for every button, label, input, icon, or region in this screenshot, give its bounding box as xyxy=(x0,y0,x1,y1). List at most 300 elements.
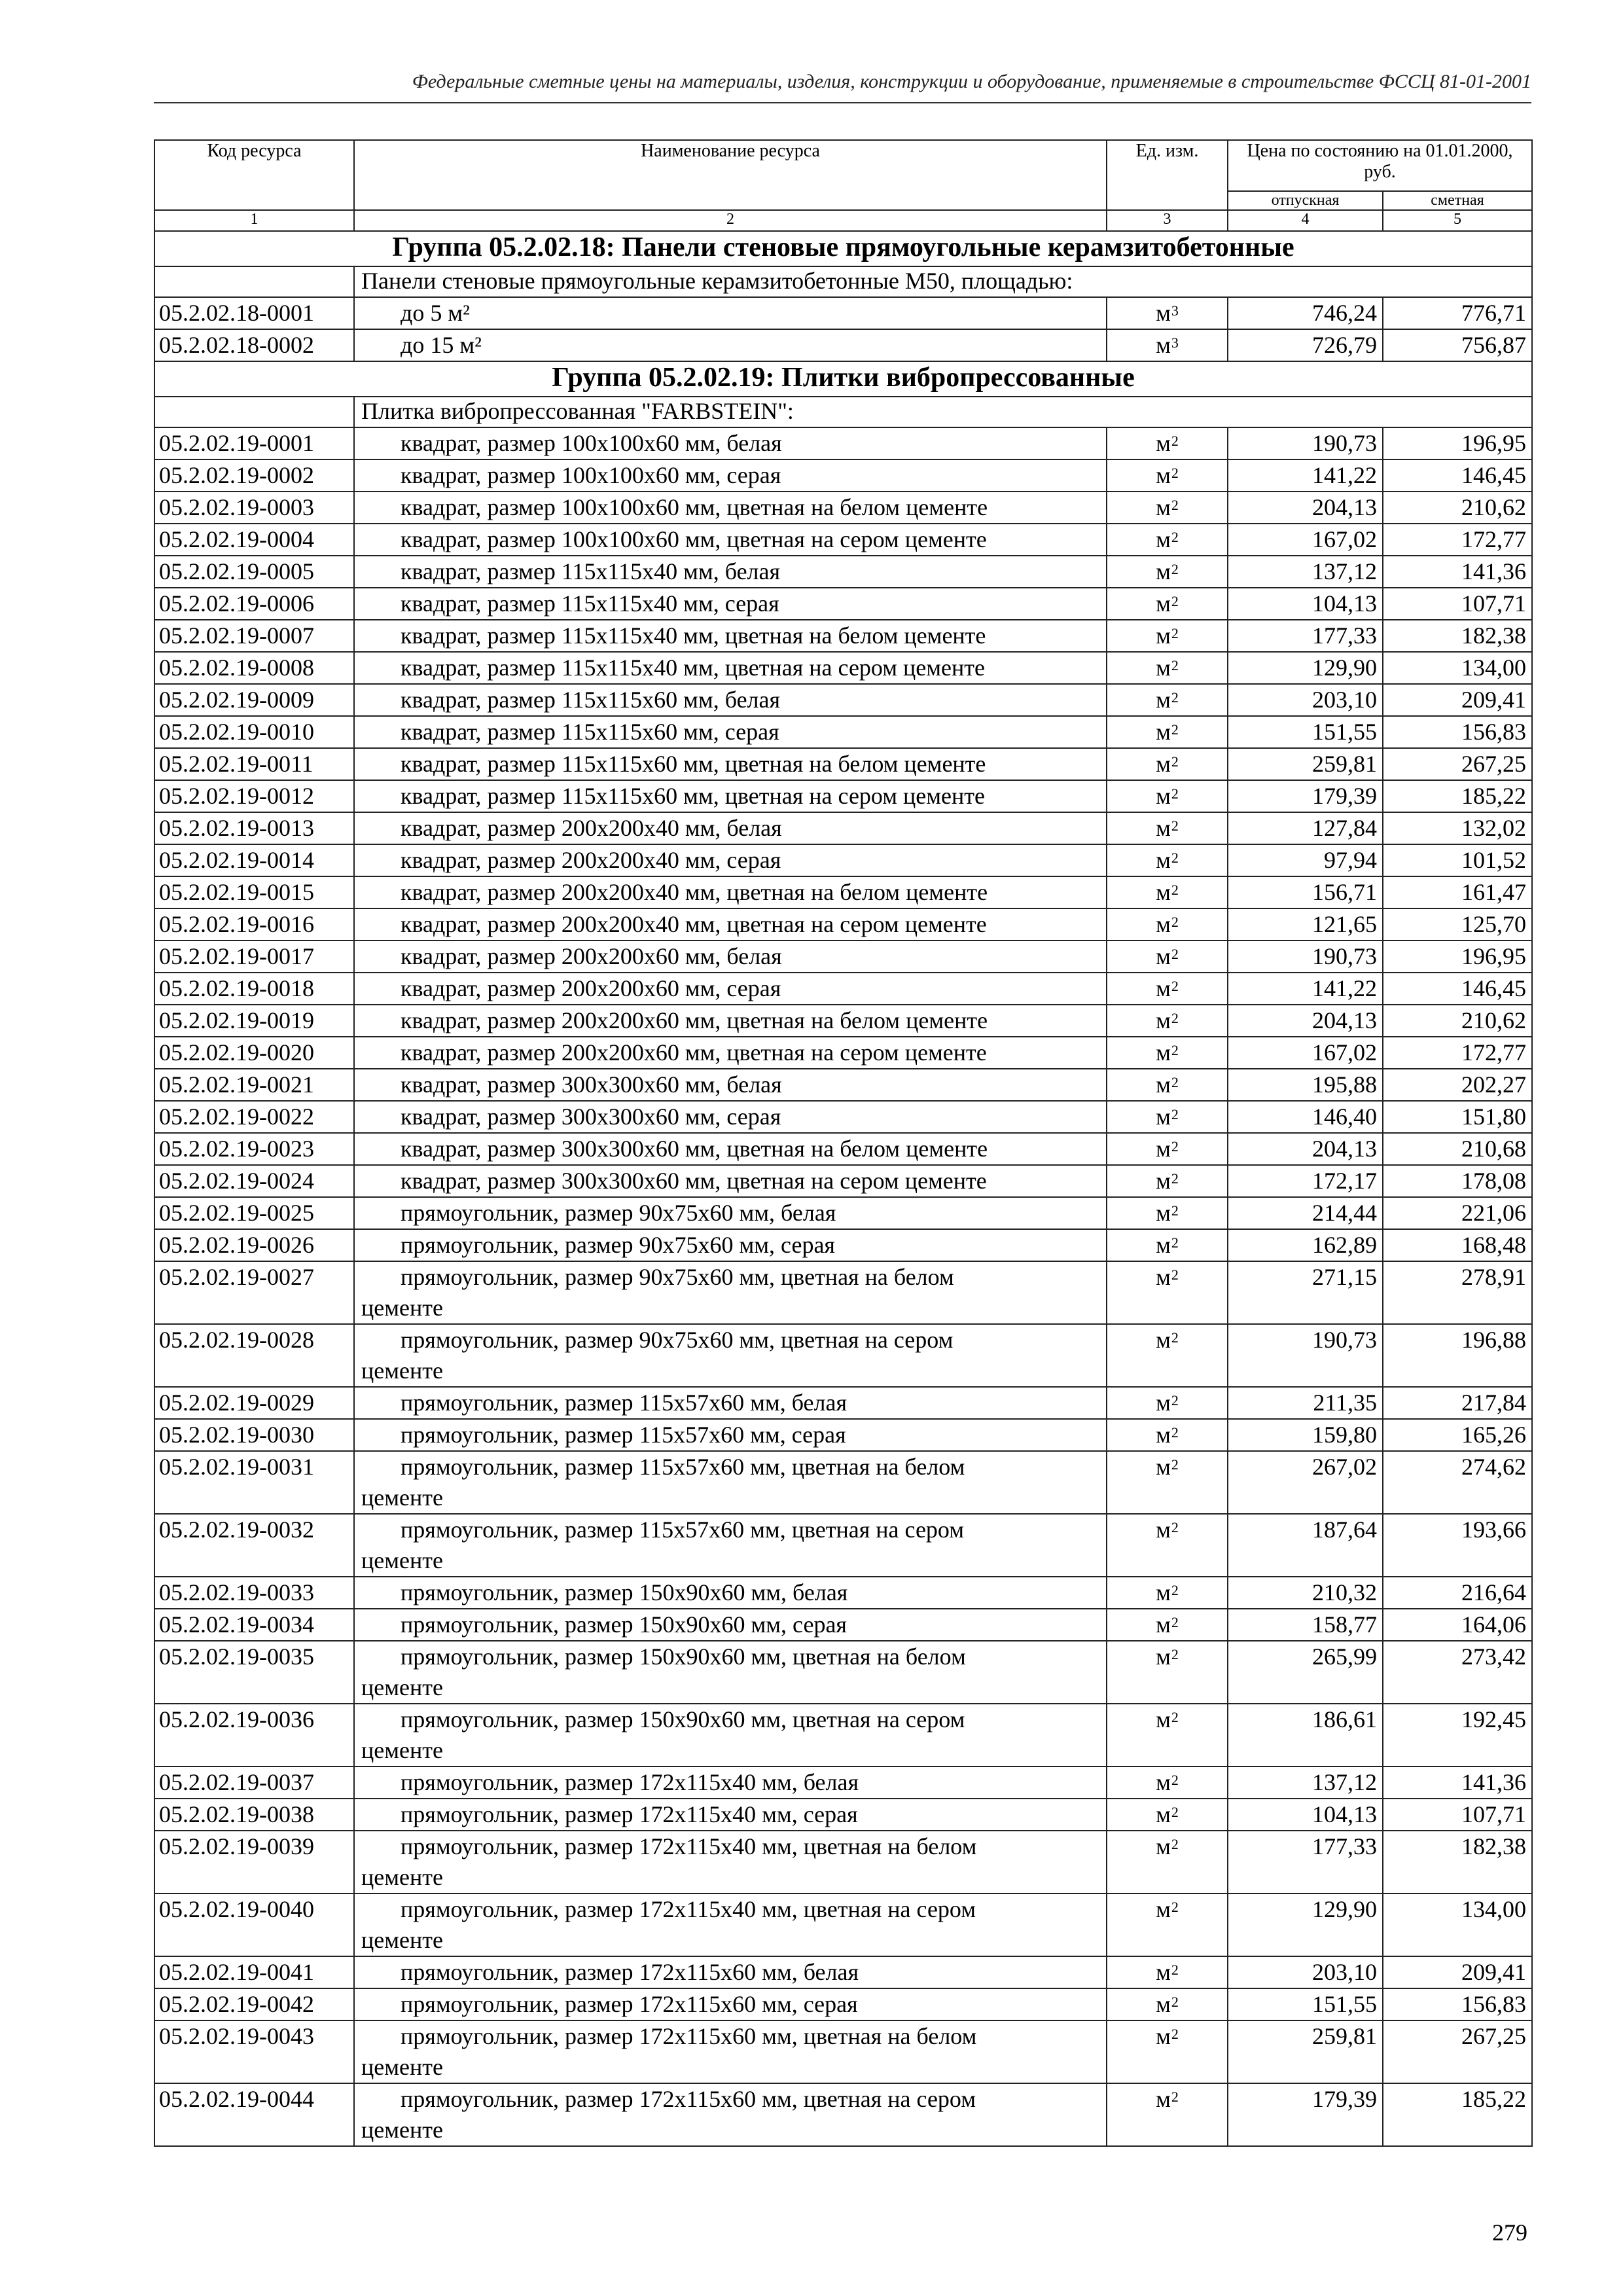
unit-exponent: 2 xyxy=(1171,1899,1179,1915)
resource-name xyxy=(354,2020,1107,2083)
resource-name xyxy=(354,1069,1107,1101)
resource-name xyxy=(354,1101,1107,1133)
group-title-row xyxy=(154,361,1532,397)
resource-code: 05.2.02.19-0024 xyxy=(154,1165,354,1197)
resource-name xyxy=(354,620,1107,652)
table-row xyxy=(154,297,1532,329)
unit xyxy=(1107,297,1228,329)
resource-code: 05.2.02.19-0027 xyxy=(154,1261,354,1324)
release-price: 203,10 xyxy=(1228,684,1383,716)
unit xyxy=(1107,1419,1228,1451)
unit xyxy=(1107,1451,1228,1514)
estimate-price: 134,00 xyxy=(1383,652,1532,684)
estimate-price: 156,83 xyxy=(1383,716,1532,748)
col-header-code: Код ресурса xyxy=(154,140,354,210)
unit-base: м xyxy=(1156,1991,1171,2017)
estimate-price: 125,70 xyxy=(1383,908,1532,941)
table-row xyxy=(154,1799,1532,1831)
resource-code: 05.2.02.19-0039 xyxy=(154,1831,354,1893)
estimate-price: 146,45 xyxy=(1383,459,1532,492)
resource-name-text: прямоугольник, размер 150х90х60 мм, белая xyxy=(401,1579,848,1605)
resource-name xyxy=(354,1641,1107,1704)
estimate-price: 141,36 xyxy=(1383,1767,1532,1799)
resource-name-continuation: цементе xyxy=(361,1484,443,1511)
estimate-price: 756,87 xyxy=(1383,329,1532,361)
resource-name xyxy=(354,1767,1107,1799)
resource-name-text: прямоугольник, размер 172х115х40 мм, цветная на сером xyxy=(401,1896,976,1922)
unit xyxy=(1107,1799,1228,1831)
release-price: 97,94 xyxy=(1228,844,1383,876)
resource-name-text: прямоугольник, размер 115х57х60 мм, серая xyxy=(401,1422,846,1448)
unit xyxy=(1107,1069,1228,1101)
unit-exponent: 2 xyxy=(1171,1170,1179,1187)
table-row xyxy=(154,1069,1532,1101)
unit-exponent: 2 xyxy=(1171,1266,1179,1283)
estimate-price: 216,64 xyxy=(1383,1577,1532,1609)
table-row xyxy=(154,1956,1532,1988)
unit xyxy=(1107,908,1228,941)
release-price: 214,44 xyxy=(1228,1197,1383,1229)
table-row xyxy=(154,427,1532,459)
unit-base: м xyxy=(1156,1769,1171,1795)
estimate-price: 196,88 xyxy=(1383,1324,1532,1387)
release-price: 162,89 xyxy=(1228,1229,1383,1261)
resource-name-text: до 15 м² xyxy=(401,332,482,358)
resource-name xyxy=(354,1956,1107,1988)
resource-name-text: квадрат, размер 115х115х40 мм, цветная на сером цементе xyxy=(401,655,986,681)
table-row xyxy=(154,588,1532,620)
unit xyxy=(1107,684,1228,716)
table-row xyxy=(154,684,1532,716)
resource-code: 05.2.02.19-0034 xyxy=(154,1609,354,1641)
unit-exponent: 2 xyxy=(1171,1424,1179,1441)
unit-base: м xyxy=(1156,1232,1171,1258)
unit xyxy=(1107,1704,1228,1767)
estimate-price: 182,38 xyxy=(1383,620,1532,652)
unit xyxy=(1107,620,1228,652)
unit-exponent: 2 xyxy=(1171,1646,1179,1662)
estimate-price: 273,42 xyxy=(1383,1641,1532,1704)
table-row xyxy=(154,908,1532,941)
unit xyxy=(1107,524,1228,556)
resource-name xyxy=(354,973,1107,1005)
resource-code: 05.2.02.19-0036 xyxy=(154,1704,354,1767)
unit xyxy=(1107,1831,1228,1893)
group-title: Группа 05.2.02.18: Панели стеновые прямоугольные керамзитобетонные xyxy=(154,231,1532,266)
resource-code: 05.2.02.19-0044 xyxy=(154,2083,354,2146)
unit-exponent: 2 xyxy=(1171,529,1179,545)
table-row xyxy=(154,748,1532,780)
unit-exponent: 2 xyxy=(1171,817,1179,834)
resource-name-text: квадрат, размер 115х115х60 мм, цветная на белом цементе xyxy=(401,751,986,777)
unit-base: м xyxy=(1156,1136,1171,1162)
unit-exponent: 2 xyxy=(1171,433,1179,449)
unit-exponent: 2 xyxy=(1171,882,1179,898)
unit-exponent: 2 xyxy=(1171,497,1179,513)
estimate-price: 185,22 xyxy=(1383,2083,1532,2146)
resource-code: 05.2.02.19-0006 xyxy=(154,588,354,620)
unit-base: м xyxy=(1156,622,1171,649)
unit-base: м xyxy=(1156,1706,1171,1732)
unit-base: м xyxy=(1156,1422,1171,1448)
unit xyxy=(1107,1893,1228,1956)
resource-code: 05.2.02.19-0021 xyxy=(154,1069,354,1101)
resource-code: 05.2.02.19-0009 xyxy=(154,684,354,716)
release-price: 151,55 xyxy=(1228,716,1383,748)
resource-code: 05.2.02.19-0035 xyxy=(154,1641,354,1704)
resource-name xyxy=(354,1324,1107,1387)
resource-name xyxy=(354,1704,1107,1767)
release-price: 267,02 xyxy=(1228,1451,1383,1514)
unit-exponent: 2 xyxy=(1171,1772,1179,1788)
resource-name xyxy=(354,1387,1107,1419)
release-price: 179,39 xyxy=(1228,2083,1383,2146)
table-row xyxy=(154,1514,1532,1577)
table-row xyxy=(154,1387,1532,1419)
resource-name-text: квадрат, размер 115х115х40 мм, серая xyxy=(401,590,779,617)
group-title: Группа 05.2.02.19: Плитки вибропрессованные xyxy=(154,361,1532,397)
release-price: 726,79 xyxy=(1228,329,1383,361)
resource-name-text: прямоугольник, размер 172х115х40 мм, серая xyxy=(401,1801,858,1827)
unit xyxy=(1107,1197,1228,1229)
unit-exponent: 2 xyxy=(1171,1138,1179,1155)
unit xyxy=(1107,716,1228,748)
resource-code: 05.2.02.19-0002 xyxy=(154,459,354,492)
unit xyxy=(1107,1037,1228,1069)
unit-base: м xyxy=(1156,2086,1171,2112)
estimate-price: 164,06 xyxy=(1383,1609,1532,1641)
unit xyxy=(1107,2020,1228,2083)
resource-name xyxy=(354,780,1107,812)
group-subtitle: Панели стеновые прямоугольные керамзитобетонные М50, площадью: xyxy=(354,266,1532,297)
table-body xyxy=(154,231,1532,2146)
estimate-price: 165,26 xyxy=(1383,1419,1532,1451)
resource-name xyxy=(354,556,1107,588)
resource-name xyxy=(354,684,1107,716)
unit-base: м xyxy=(1156,1801,1171,1827)
resource-name-text: квадрат, размер 200х200х40 мм, цветная на сером цементе xyxy=(401,911,987,937)
release-price: 204,13 xyxy=(1228,1005,1383,1037)
table-row xyxy=(154,459,1532,492)
unit-exponent: 2 xyxy=(1171,561,1179,577)
resource-name-continuation: цементе xyxy=(361,1737,443,1763)
release-price: 210,32 xyxy=(1228,1577,1383,1609)
unit xyxy=(1107,1229,1228,1261)
unit-base: м xyxy=(1156,1454,1171,1480)
unit-base: м xyxy=(1156,558,1171,584)
resource-code: 05.2.02.19-0008 xyxy=(154,652,354,684)
resource-name-text: квадрат, размер 115х115х40 мм, цветная на белом цементе xyxy=(401,622,986,649)
release-price: 141,22 xyxy=(1228,973,1383,1005)
unit xyxy=(1107,329,1228,361)
resource-name xyxy=(354,1893,1107,1956)
resource-name xyxy=(354,844,1107,876)
table-row xyxy=(154,941,1532,973)
resource-code: 05.2.02.19-0007 xyxy=(154,620,354,652)
unit-base: м xyxy=(1156,2023,1171,2049)
unit-exponent: 2 xyxy=(1171,978,1179,994)
unit-exponent: 2 xyxy=(1171,465,1179,481)
resource-name-text: квадрат, размер 100х100х60 мм, цветная на белом цементе xyxy=(401,494,988,520)
resource-code: 05.2.02.19-0023 xyxy=(154,1133,354,1165)
resource-code: 05.2.02.19-0018 xyxy=(154,973,354,1005)
estimate-price: 209,41 xyxy=(1383,1956,1532,1988)
empty-cell xyxy=(154,397,354,427)
resource-code: 05.2.02.19-0019 xyxy=(154,1005,354,1037)
table-row xyxy=(154,2083,1532,2146)
unit-base: м xyxy=(1156,847,1171,873)
table-row xyxy=(154,1451,1532,1514)
column-number: 2 xyxy=(354,210,1107,231)
resource-code: 05.2.02.18-0002 xyxy=(154,329,354,361)
resource-name-text: квадрат, размер 200х200х60 мм, цветная на сером цементе xyxy=(401,1039,987,1066)
release-price: 211,35 xyxy=(1228,1387,1383,1419)
release-price: 259,81 xyxy=(1228,748,1383,780)
unit-exponent: 2 xyxy=(1171,1042,1179,1058)
resource-name-text: квадрат, размер 300х300х60 мм, белая xyxy=(401,1071,782,1098)
unit xyxy=(1107,748,1228,780)
unit xyxy=(1107,941,1228,973)
unit-exponent: 2 xyxy=(1171,1106,1179,1122)
column-numbers-row xyxy=(154,210,1532,231)
resource-name-text: прямоугольник, размер 150х90х60 мм, цветная на сером xyxy=(401,1706,965,1732)
estimate-price: 107,71 xyxy=(1383,1799,1532,1831)
price-table xyxy=(154,139,1533,2147)
release-price: 186,61 xyxy=(1228,1704,1383,1767)
unit xyxy=(1107,1609,1228,1641)
table-row xyxy=(154,492,1532,524)
table-row xyxy=(154,1609,1532,1641)
resource-name-text: прямоугольник, размер 172х115х60 мм, цветная на белом xyxy=(401,2023,977,2049)
estimate-price: 101,52 xyxy=(1383,844,1532,876)
unit-exponent: 2 xyxy=(1171,1202,1179,1219)
release-price: 129,90 xyxy=(1228,1893,1383,1956)
resource-name xyxy=(354,588,1107,620)
group-title-row xyxy=(154,231,1532,266)
release-price: 172,17 xyxy=(1228,1165,1383,1197)
resource-name xyxy=(354,329,1107,361)
estimate-price: 278,91 xyxy=(1383,1261,1532,1324)
resource-name-text: прямоугольник, размер 90х75х60 мм, цветная на сером xyxy=(401,1327,954,1353)
unit-base: м xyxy=(1156,462,1171,488)
resource-name xyxy=(354,492,1107,524)
resource-name xyxy=(354,1831,1107,1893)
resource-code: 05.2.02.19-0012 xyxy=(154,780,354,812)
resource-code: 05.2.02.19-0029 xyxy=(154,1387,354,1419)
unit-base: м xyxy=(1156,1039,1171,1066)
unit-base: м xyxy=(1156,1168,1171,1194)
unit-base: м xyxy=(1156,815,1171,841)
table-row xyxy=(154,2020,1532,2083)
table-row xyxy=(154,780,1532,812)
unit xyxy=(1107,427,1228,459)
release-price: 141,22 xyxy=(1228,459,1383,492)
unit-base: м xyxy=(1156,719,1171,745)
resource-name-text: прямоугольник, размер 90х75х60 мм, серая xyxy=(401,1232,835,1258)
unit-exponent: 2 xyxy=(1171,721,1179,738)
resource-name-text: квадрат, размер 100х100х60 мм, серая xyxy=(401,462,781,488)
table-row xyxy=(154,556,1532,588)
resource-name xyxy=(354,1577,1107,1609)
estimate-price: 192,45 xyxy=(1383,1704,1532,1767)
resource-name-text: прямоугольник, размер 172х115х60 мм, цветная на сером xyxy=(401,2086,976,2112)
unit xyxy=(1107,973,1228,1005)
release-price: 137,12 xyxy=(1228,1767,1383,1799)
resource-name xyxy=(354,1229,1107,1261)
estimate-price: 156,83 xyxy=(1383,1988,1532,2020)
col-header-release: отпускная xyxy=(1228,191,1383,210)
unit-base: м xyxy=(1156,590,1171,617)
resource-name xyxy=(354,1197,1107,1229)
unit xyxy=(1107,1514,1228,1577)
resource-code: 05.2.02.19-0040 xyxy=(154,1893,354,1956)
table-row xyxy=(154,329,1532,361)
resource-name xyxy=(354,524,1107,556)
table-row xyxy=(154,1641,1532,1704)
unit-exponent: 2 xyxy=(1171,1392,1179,1408)
column-number: 1 xyxy=(154,210,354,231)
unit-base: м xyxy=(1156,1264,1171,1290)
resource-name xyxy=(354,1451,1107,1514)
unit-base: м xyxy=(1156,687,1171,713)
resource-name xyxy=(354,1609,1107,1641)
table-row xyxy=(154,1005,1532,1037)
unit-exponent: 2 xyxy=(1171,1582,1179,1598)
unit xyxy=(1107,1577,1228,1609)
release-price: 137,12 xyxy=(1228,556,1383,588)
resource-code: 05.2.02.19-0011 xyxy=(154,748,354,780)
group-subtitle-row xyxy=(154,266,1532,297)
resource-code: 05.2.02.19-0016 xyxy=(154,908,354,941)
table-row xyxy=(154,1165,1532,1197)
unit-base: м xyxy=(1156,1579,1171,1605)
resource-name-text: квадрат, размер 115х115х60 мм, серая xyxy=(401,719,779,745)
table-row xyxy=(154,1831,1532,1893)
unit-exponent: 2 xyxy=(1171,1804,1179,1820)
release-price: 104,13 xyxy=(1228,1799,1383,1831)
release-price: 259,81 xyxy=(1228,2020,1383,2083)
unit-exponent: 2 xyxy=(1171,657,1179,673)
table-row xyxy=(154,1767,1532,1799)
resource-code: 05.2.02.19-0020 xyxy=(154,1037,354,1069)
unit xyxy=(1107,2083,1228,2146)
table-row xyxy=(154,876,1532,908)
release-price: 746,24 xyxy=(1228,297,1383,329)
resource-name-text: квадрат, размер 115х115х60 мм, цветная на сером цементе xyxy=(401,783,986,809)
unit-exponent: 2 xyxy=(1171,1010,1179,1026)
unit-base: м xyxy=(1156,1643,1171,1670)
release-price: 265,99 xyxy=(1228,1641,1383,1704)
release-price: 129,90 xyxy=(1228,652,1383,684)
unit xyxy=(1107,1261,1228,1324)
unit xyxy=(1107,1956,1228,1988)
unit-exponent: 2 xyxy=(1171,1456,1179,1473)
unit-exponent: 2 xyxy=(1171,753,1179,770)
unit-base: м xyxy=(1156,943,1171,969)
table-row xyxy=(154,844,1532,876)
estimate-price: 776,71 xyxy=(1383,297,1532,329)
estimate-price: 151,80 xyxy=(1383,1101,1532,1133)
table-row xyxy=(154,1101,1532,1133)
resource-name-text: прямоугольник, размер 90х75х60 мм, цветная на белом xyxy=(401,1264,954,1290)
unit xyxy=(1107,812,1228,844)
release-price: 204,13 xyxy=(1228,1133,1383,1165)
resource-name-continuation: цементе xyxy=(361,1927,443,1953)
resource-name xyxy=(354,1261,1107,1324)
resource-name-text: прямоугольник, размер 90х75х60 мм, белая xyxy=(401,1200,836,1226)
resource-name-text: квадрат, размер 100х100х60 мм, белая xyxy=(401,430,782,456)
unit-base: м xyxy=(1156,332,1171,358)
release-price: 177,33 xyxy=(1228,1831,1383,1893)
release-price: 127,84 xyxy=(1228,812,1383,844)
resource-code: 05.2.02.19-0017 xyxy=(154,941,354,973)
unit-exponent: 2 xyxy=(1171,625,1179,641)
resource-name xyxy=(354,1133,1107,1165)
unit xyxy=(1107,1324,1228,1387)
release-price: 195,88 xyxy=(1228,1069,1383,1101)
resource-name xyxy=(354,748,1107,780)
resource-code: 05.2.02.19-0003 xyxy=(154,492,354,524)
resource-name-text: прямоугольник, размер 172х115х60 мм, белая xyxy=(401,1959,859,1985)
resource-name xyxy=(354,652,1107,684)
column-number: 5 xyxy=(1383,210,1532,231)
unit-exponent: 2 xyxy=(1171,1709,1179,1725)
estimate-price: 185,22 xyxy=(1383,780,1532,812)
page-number: 279 xyxy=(1492,2219,1527,2246)
unit-base: м xyxy=(1156,300,1171,326)
resource-name-continuation: цементе xyxy=(361,1547,443,1573)
estimate-price: 221,06 xyxy=(1383,1197,1532,1229)
unit-base: м xyxy=(1156,1833,1171,1859)
col-header-estimate: сметная xyxy=(1383,191,1532,210)
resource-name-text: квадрат, размер 200х200х40 мм, белая xyxy=(401,815,782,841)
table-row xyxy=(154,1197,1532,1229)
resource-name-continuation: цементе xyxy=(361,2054,443,2080)
table-row xyxy=(154,1229,1532,1261)
resource-name xyxy=(354,1419,1107,1451)
estimate-price: 274,62 xyxy=(1383,1451,1532,1514)
resource-code: 05.2.02.19-0033 xyxy=(154,1577,354,1609)
estimate-price: 134,00 xyxy=(1383,1893,1532,1956)
unit-exponent: 2 xyxy=(1171,1836,1179,1852)
estimate-price: 161,47 xyxy=(1383,876,1532,908)
table-row xyxy=(154,524,1532,556)
resource-code: 05.2.02.19-0038 xyxy=(154,1799,354,1831)
group-subtitle-row xyxy=(154,397,1532,427)
release-price: 167,02 xyxy=(1228,524,1383,556)
unit-exponent: 2 xyxy=(1171,785,1179,802)
release-price: 179,39 xyxy=(1228,780,1383,812)
unit xyxy=(1107,1165,1228,1197)
col-header-price: Цена по состоянию на 01.01.2000, руб. xyxy=(1228,140,1532,191)
unit-base: м xyxy=(1156,494,1171,520)
resource-code: 05.2.02.19-0004 xyxy=(154,524,354,556)
estimate-price: 210,62 xyxy=(1383,492,1532,524)
release-price: 177,33 xyxy=(1228,620,1383,652)
estimate-price: 168,48 xyxy=(1383,1229,1532,1261)
resource-name-text: квадрат, размер 300х300х60 мм, цветная на белом цементе xyxy=(401,1136,988,1162)
release-price: 159,80 xyxy=(1228,1419,1383,1451)
resource-code: 05.2.02.19-0015 xyxy=(154,876,354,908)
resource-name xyxy=(354,1799,1107,1831)
resource-code: 05.2.02.19-0026 xyxy=(154,1229,354,1261)
table-row xyxy=(154,1261,1532,1324)
release-price: 204,13 xyxy=(1228,492,1383,524)
table-row xyxy=(154,1037,1532,1069)
estimate-price: 107,71 xyxy=(1383,588,1532,620)
table-row xyxy=(154,1133,1532,1165)
running-header: Федеральные сметные цены на материалы, изделия, конструкции и оборудование, применяемые в строительстве ФССЦ 81-01-2001 xyxy=(412,71,1531,92)
